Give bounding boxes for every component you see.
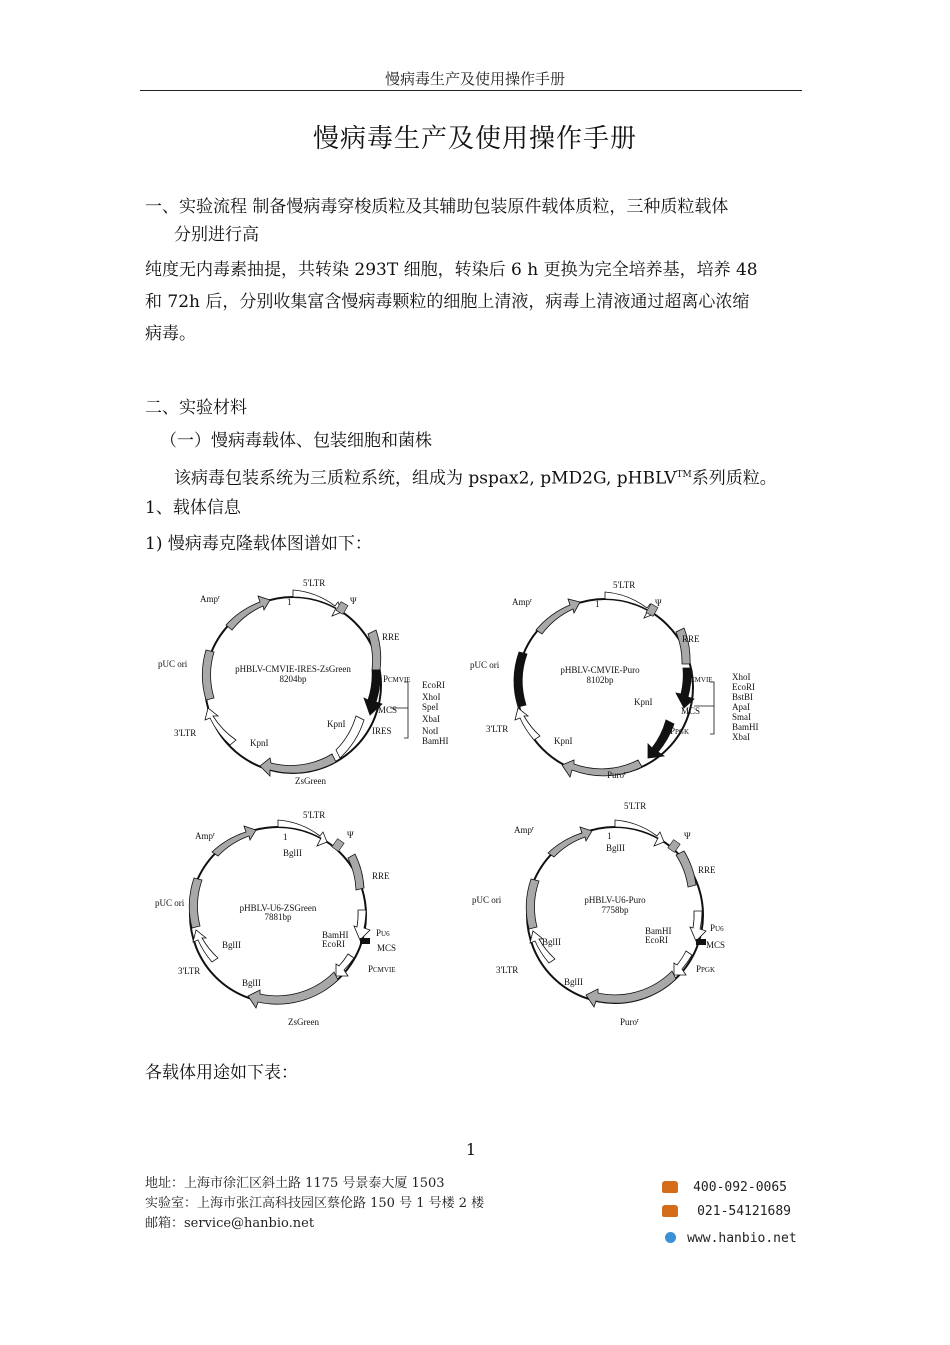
document-title: 慢病毒生产及使用操作手册 [312,124,637,154]
svg-text:1: 1 [607,831,612,841]
plasmid-map-cmvie-ires-zsgreen [150,570,460,790]
plasmid-map-u6-puro [462,795,772,1030]
section2-heading: 二、实验材料 [145,398,247,418]
svg-text:EcoRI: EcoRI [645,935,668,945]
svg-text:ApaI: ApaI [732,702,750,712]
svg-text:5'LTR: 5'LTR [624,801,647,811]
svg-text:pUC ori: pUC ori [470,660,500,670]
plasmid-map-u6-zsgreen [150,800,460,1030]
section1-lead-text: 制备慢病毒穿梭质粒及其辅助包装原件载体质粒，三种质粒载体 [252,197,729,217]
running-header: 慢病毒生产及使用操作手册 [384,70,565,88]
svg-text:5'LTR: 5'LTR [613,580,636,590]
svg-text:1: 1 [283,832,288,842]
label-kpni-2: KpnI [250,738,269,748]
svg-text:PU6: PU6 [376,928,390,938]
svg-text:XbaI: XbaI [732,732,750,742]
svg-text:BamHI: BamHI [732,722,759,732]
footer-address: 地址：上海市徐汇区斜土路 1175 号景泰大厦 1503 [145,1176,445,1191]
svg-text:BglII: BglII [222,940,241,950]
svg-text:Puror: Puro$^r$ [620,1017,640,1027]
svg-text:XhoI: XhoI [732,672,751,682]
page-number: 1 [465,1140,477,1159]
svg-text:XhoI: XhoI [422,692,441,702]
phone-number-2: 021-54121689 [697,1204,792,1219]
svg-text:BglII: BglII [242,978,261,988]
svg-text:pHBLV-U6-ZSGreen: pHBLV-U6-ZSGreen [239,903,317,913]
footer-contact [145,1174,484,1234]
svg-text:pUC ori: pUC ori [155,898,185,908]
svg-text:RRE: RRE [372,871,390,881]
svg-text:PCMVIE: PCMVIE [368,964,396,974]
svg-text:MCS: MCS [706,940,726,950]
section1-para-line2: 和 72h 后，分别收集富含慢病毒颗粒的细胞上清液，病毒上清液通过超离心浓缩 [145,292,750,312]
trademark-mark: TM [676,470,692,480]
label-mcs: MCS [378,705,398,715]
svg-text:PPGK: PPGK [696,964,716,974]
svg-text:3'LTR: 3'LTR [486,724,509,734]
svg-text:Ψ: Ψ [655,598,662,608]
svg-text:NotI: NotI [422,726,439,736]
svg-text:MCS: MCS [377,943,397,953]
svg-text:KpnI: KpnI [554,736,573,746]
svg-text:BglII: BglII [606,843,625,853]
intro-text-a: 该病毒包装系统为三质粒系统，组成为 pspax2, pMD2G, pHBLV [174,468,677,489]
section1-para-line1: 纯度无内毒素抽提，共转染 293T 细胞，转染后 6 h 更换为完全培养基，培养 48 [145,260,758,280]
svg-text:SmaI: SmaI [732,712,751,722]
svg-text:MCS: MCS [681,706,701,716]
phone-number-1: 400-092-0065 [693,1180,788,1195]
svg-text:PU6: PU6 [710,923,724,933]
footer-phone-2 [662,1200,791,1219]
svg-text:BglII: BglII [283,848,302,858]
svg-text:3'LTR: 3'LTR [178,966,201,976]
section1-para-line3: 病毒。 [145,324,196,344]
label-kpni-1: KpnI [327,719,346,729]
svg-text:pUC ori: pUC ori [472,895,502,905]
item-vector-maps: 1) 慢病毒克隆载体图谱如下： [145,534,372,554]
svg-text:8102bp: 8102bp [586,675,614,685]
svg-text:PPGK: PPGK [670,726,690,736]
header-rule [140,90,802,91]
svg-text:Ψ: Ψ [347,830,354,840]
svg-text:RRE: RRE [698,865,716,875]
svg-text:BglII: BglII [542,937,561,947]
section2-sub1: （一）慢病毒载体、包装细胞和菌株 [160,431,432,451]
label-3ltr: 3'LTR [174,728,197,738]
svg-text:Ampr: Amp$^r$ [514,825,534,835]
table-intro: 各载体用途如下表： [145,1063,298,1083]
svg-text:5'LTR: 5'LTR [303,810,326,820]
label-ires: IRES [372,726,392,736]
item-vector-info: 1、载体信息 [145,498,241,518]
phone-icon [662,1181,678,1193]
footer-phone-1 [662,1176,787,1195]
svg-text:SpeI: SpeI [422,702,439,712]
svg-text:pHBLV-U6-Puro: pHBLV-U6-Puro [584,895,646,905]
svg-text:EcoRI: EcoRI [422,680,445,690]
label-ampr: Amp$^r$ [200,594,220,604]
label-5ltr: 5'LTR [303,578,326,588]
label-pcmvie: PCMVIE [383,674,411,684]
plasmid-map-cmvie-puro [462,572,772,792]
label-origin-1: 1 [287,597,292,607]
svg-text:1: 1 [595,599,600,609]
svg-text:Ampr: Amp$^r$ [512,597,532,607]
section1-lead [145,196,825,218]
section1-lead-cont: 分别进行高 [174,225,259,245]
label-puc-ori: pUC ori [158,659,188,669]
svg-text:Puror: Puro$^r$ [607,770,627,780]
intro-text-b: 系列质粒。 [691,468,777,489]
svg-text:Ψ: Ψ [684,831,691,841]
label-zsgreen: ZsGreen [295,776,326,786]
footer-website [665,1227,797,1246]
phone-icon [662,1205,678,1217]
section1-heading: 一、实验流程 [145,197,247,217]
plasmid-size: 8204bp [279,674,307,684]
section2-intro [174,464,777,490]
svg-text:PCMVIE: PCMVIE [685,674,713,684]
svg-text:BamHI: BamHI [645,926,672,936]
svg-text:BamHI: BamHI [422,736,449,746]
globe-icon [665,1232,676,1243]
svg-text:BamHI: BamHI [322,930,349,940]
footer-lab: 实验室：上海市张江高科技园区蔡伦路 150 号 1 号楼 2 楼 [145,1196,485,1211]
svg-text:BglII: BglII [564,977,583,987]
svg-text:Ampr: Amp$^r$ [195,831,215,841]
svg-text:7881bp: 7881bp [264,912,292,922]
website-link[interactable]: www.hanbio.net [687,1231,797,1246]
label-rre: RRE [382,632,400,642]
svg-text:RRE: RRE [682,634,700,644]
svg-text:EcoRI: EcoRI [732,682,755,692]
svg-text:ZsGreen: ZsGreen [288,1017,319,1027]
label-psi: Ψ [350,596,357,606]
svg-text:KpnI: KpnI [634,697,653,707]
svg-text:XbaI: XbaI [422,714,440,724]
svg-text:7758bp: 7758bp [601,905,629,915]
plasmid-name: pHBLV-CMVIE-IRES-ZsGreen [235,664,351,674]
svg-text:pHBLV-CMVIE-Puro: pHBLV-CMVIE-Puro [560,665,640,675]
footer-email: 邮箱：service@hanbio.net [145,1216,315,1231]
svg-text:3'LTR: 3'LTR [496,965,519,975]
svg-text:BstBI: BstBI [732,692,754,702]
svg-text:EcoRI: EcoRI [322,939,345,949]
